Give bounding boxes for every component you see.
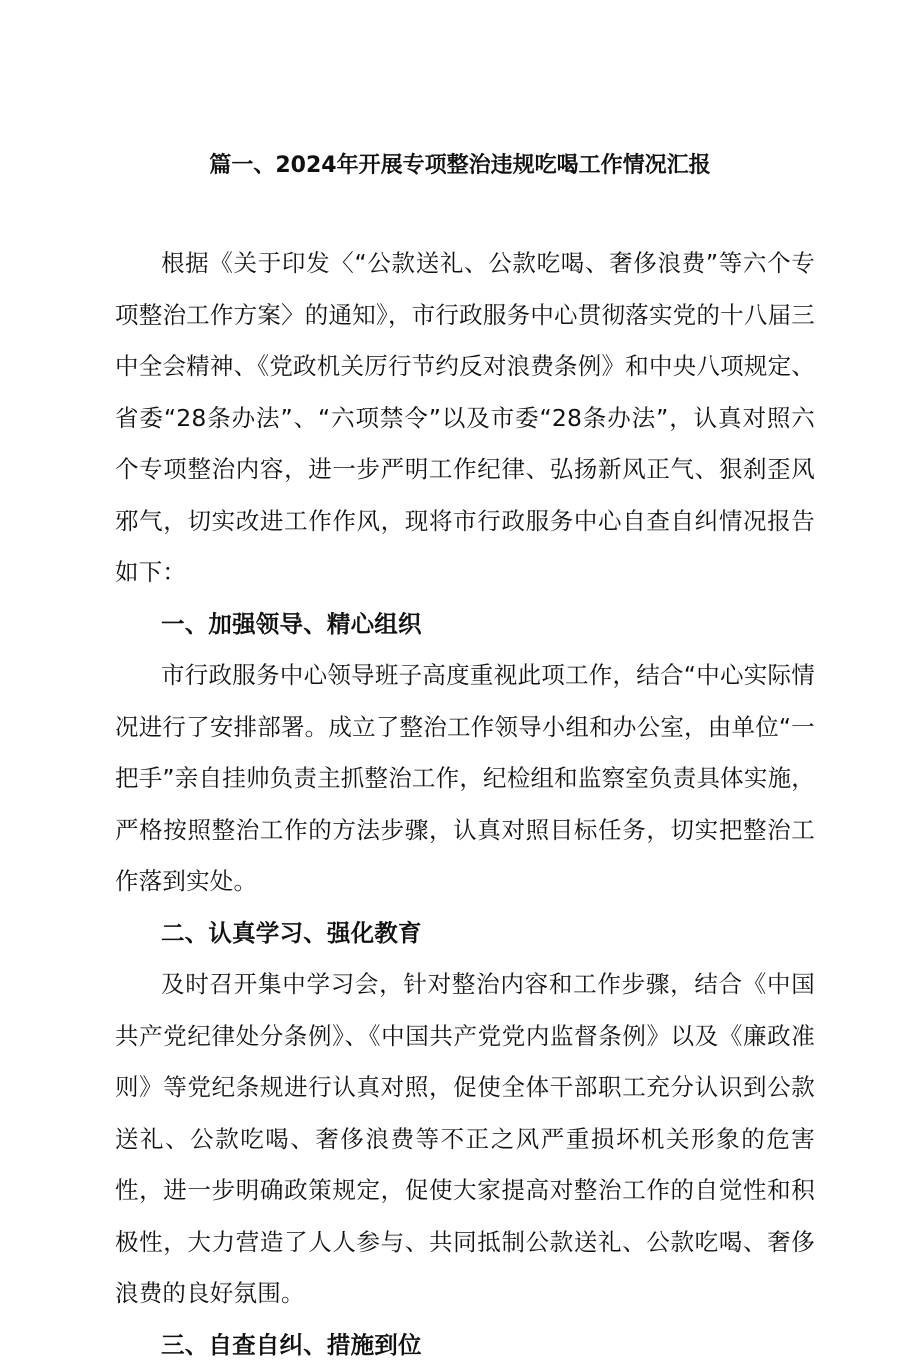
section-1-paragraph: 市行政服务中心领导班子高度重视此项工作，结合“中心实际情况进行了安排部署。成立了整治工作领导小组和办公室，由单位“一把手”亲自挂帅负责主抓整治工作，纪检组和监察室负责具体实施，严格按照整治工作的方法步骤，认真对照目标任务，切实把整治工作落到实处。 <box>115 650 815 908</box>
section-2-paragraph: 及时召开集中学习会，针对整治内容和工作步骤，结合《中国共产党纪律处分条例》、《中国共产党党内监督条例》以及《廉政准则》等党纪条规进行认真对照，促使全体干部职工充分认识到公款送礼、公款吃喝、奢侈浪费等不正之风严重损坏机关形象的危害性，进一步明确政策规定，促使大家提高对整治工作的自觉性和积极性，大力营造了人人参与、共同抵制公款送礼、公款吃喝、奢侈浪费的良好氛围。 <box>115 959 815 1320</box>
section-heading-1: 一、加强领导、精心组织 <box>115 599 815 651</box>
intro-paragraph: 根据《关于印发〈“公款送礼、公款吃喝、奢侈浪费”等六个专项整治工作方案〉的通知》，市行政服务中心贯彻落实党的十八届三中全会精神、《党政机关厉行节约反对浪费条例》和中央八项规定、省委“28条办法”、“六项禁令”以及市委“28条办法”，认真对照六个专项整治内容，进一步严明工作纪律、弘扬新风正气、狠刹歪风邪气，切实改进工作作风，现将市行政服务中心自查自纠情况报告如下： <box>115 238 815 599</box>
document-title: 篇一、2024年开展专项整治违规吃喝工作情况汇报 <box>0 146 920 186</box>
document-body <box>115 238 815 1371</box>
section-heading-3: 三、自查自纠、措施到位 <box>115 1320 815 1371</box>
section-heading-2: 二、认真学习、强化教育 <box>115 908 815 960</box>
